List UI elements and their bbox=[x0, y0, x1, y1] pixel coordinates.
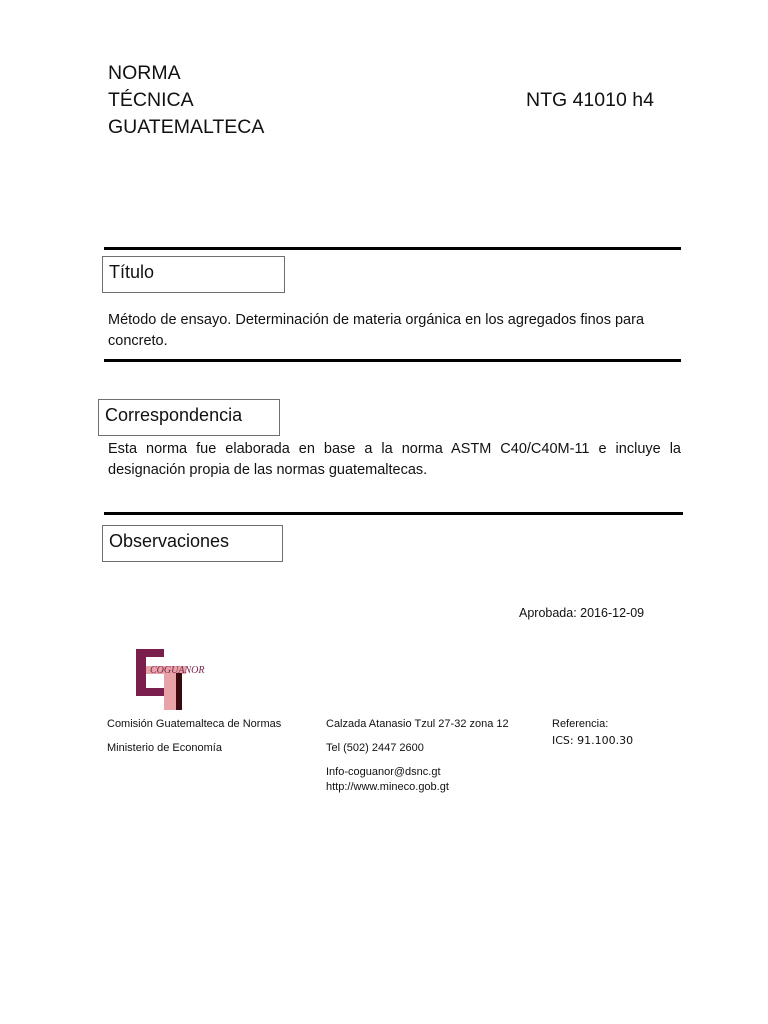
document-type bbox=[108, 60, 264, 141]
coguanor-logo bbox=[124, 641, 220, 713]
ministry-name: Ministerio de Economía bbox=[107, 742, 222, 754]
address: Calzada Atanasio Tzul 27-32 zona 12 bbox=[326, 718, 509, 730]
header-line-guatemalteca: GUATEMALTECA bbox=[108, 116, 265, 138]
title-text: Método de ensayo. Determinación de materia orgánica en los agregados finos para concreto. bbox=[108, 312, 645, 349]
header-line-norma: NORMA bbox=[108, 62, 181, 84]
section-label-titulo: Título bbox=[102, 256, 285, 293]
section-divider bbox=[104, 247, 681, 250]
ics-code: ICS: 91.100.30 bbox=[552, 734, 634, 747]
website-link[interactable]: http://www.mineco.gob.gt bbox=[326, 781, 449, 793]
email-link[interactable]: Info-coguanor@dsnc.gt bbox=[326, 766, 441, 778]
approval-date: Aprobada: 2016-12-09 bbox=[519, 606, 645, 620]
correspondence-text: Esta norma fue elaborada en base a la norma ASTM C40/C40M-11 e incluye la designación propia de las normas guatemaltecas. bbox=[108, 441, 681, 478]
standard-code: NTG 41010 h4 bbox=[526, 89, 654, 111]
phone: Tel (502) 2447 2600 bbox=[326, 742, 424, 754]
reference-label: Referencia: bbox=[552, 718, 609, 730]
section-label-correspondencia: Correspondencia bbox=[98, 399, 280, 436]
section-label-observaciones: Observaciones bbox=[102, 525, 283, 562]
logo-wordmark: COGUANOR bbox=[150, 665, 205, 676]
coguanor-logo-mark bbox=[124, 641, 220, 713]
section-divider bbox=[104, 359, 681, 362]
org-name: Comisión Guatemalteca de Normas bbox=[107, 718, 282, 730]
header-line-tecnica: TÉCNICA bbox=[108, 89, 194, 111]
section-divider bbox=[104, 512, 683, 515]
